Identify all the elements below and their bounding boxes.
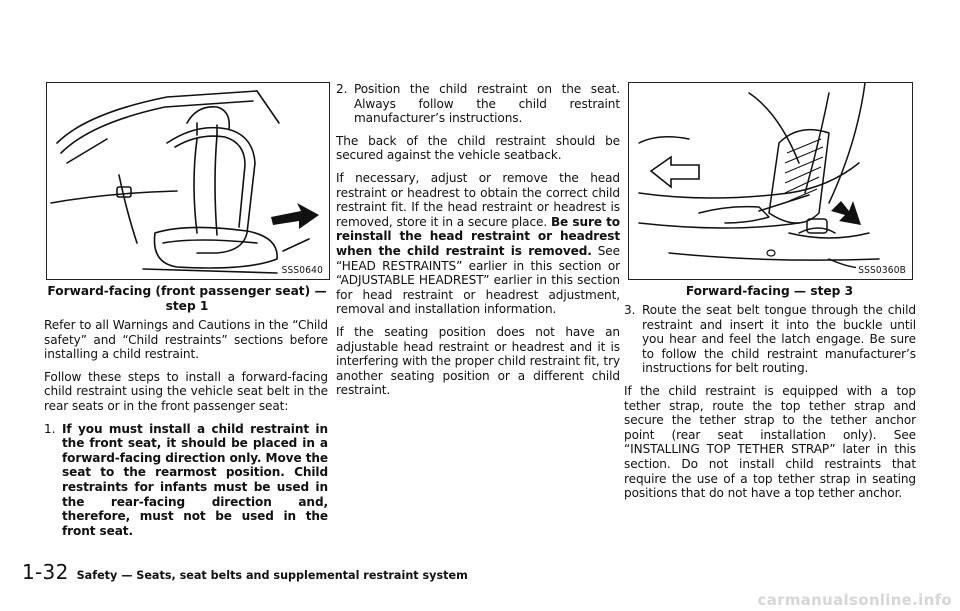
page-footer xyxy=(22,560,468,584)
paragraph: If the seating position does not have an adjustable head restraint or headrest and it is interfering with the proper child restraint fit, try another seating position or a different child restraint. xyxy=(336,324,620,398)
arrow-left-icon xyxy=(651,157,699,187)
figure-caption: Forward-facing — step 3 xyxy=(685,284,854,298)
column-2-text xyxy=(336,82,620,406)
step-3: 3. Route the seat belt tongue through the child restraint and insert it into the buckle until you hear and feel the latch engage. Be sure to follow the child restraint manufacturer’s instructions for belt routing. xyxy=(624,303,916,376)
paragraph: The back of the child restraint should be secured against the vehicle seatback. xyxy=(336,133,620,163)
section-title: Safety — Seats, seat belts and supplemental restraint system xyxy=(76,569,468,582)
figure-code: SSS0640 xyxy=(281,265,323,276)
column-1-text xyxy=(44,318,328,538)
paragraph: Follow these steps to install a forward-facing child restraint using the vehicle seat belt in the rear seats or in the front passenger seat: xyxy=(44,369,328,413)
step-1: 1. If you must install a child restraint in the front seat, it should be placed in a forward-facing direction only. Move the seat to the rearmost position. Child restraints for infants must be used in the rear-facing direction and, therefore, must not be used in the front seat. xyxy=(44,421,328,538)
belt-illustration xyxy=(629,83,912,279)
paragraph: Refer to all Warnings and Cautions in the “Child safety” and “Child restraints” sections before installing a child restraint. xyxy=(44,318,328,362)
paragraph: If the child restraint is equipped with a top tether strap, route the top tether strap and secure the tether strap to the tether anchor point (rear seat installation only). See “INSTALLING TOP TETHER STRAP” later in this section. Do not install child restraints that require the use of a top tether strap in seating positions that do not have a top tether anchor. xyxy=(624,383,916,501)
page-number: 1-32 xyxy=(22,560,69,584)
step-2: 2. Position the child restraint on the seat. Always follow the child restraint manufacturer’s instructions. xyxy=(336,82,620,126)
figure-front-passenger-seat xyxy=(46,82,330,280)
figure-code: SSS0360B xyxy=(858,265,906,276)
figure-caption: Forward-facing (front passenger seat) — step 1 xyxy=(47,284,327,313)
figure-seat-belt-routing xyxy=(628,82,913,280)
arrow-down-right-icon xyxy=(831,201,861,225)
column-3-text xyxy=(624,303,916,509)
seat-illustration xyxy=(47,83,329,279)
arrow-right-icon xyxy=(271,203,319,229)
paragraph: If necessary, adjust or remove the head restraint or headrest to obtain the correct child restraint fit. If the head restraint or headrest is removed, store it in a secure place. Be sure to reinstall the head restraint or headrest when the child restraint is removed. See “HEAD RESTRAINTS” earlier in this section or “ADJUSTABLE HEADREST” earlier in this section for head restraint or headrest adjustment, removal and installation information. xyxy=(336,170,621,317)
watermark: carmanualsonline.info xyxy=(757,591,952,609)
